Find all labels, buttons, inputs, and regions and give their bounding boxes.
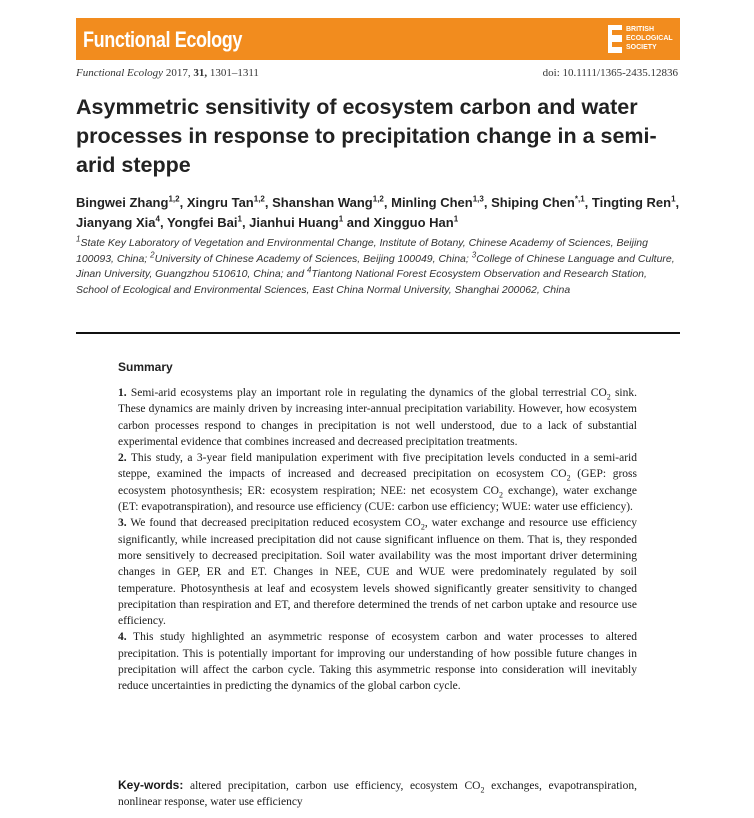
article-title: Asymmetric sensitivity of ecosystem carbon and water processes in response to precipitation change in a semi-arid steppe [76, 95, 657, 177]
citation-pages: 1301–1311 [209, 67, 259, 79]
author-name[interactable]: Bingwei Zhang [76, 195, 169, 210]
point-number: 4. [118, 631, 127, 644]
journal-header-band [76, 18, 680, 60]
point-text: Semi-arid ecosystems play an important role in regulating the dynamics of the global terrestrial CO [126, 387, 607, 399]
bes-logo-line: BRITISH [626, 26, 654, 33]
author-separator: , [159, 215, 167, 230]
author-separator: , [264, 195, 273, 210]
author-name[interactable]: Jianyang Xia [76, 215, 156, 230]
author-name[interactable]: Shanshan Wang [272, 195, 373, 210]
section-divider [76, 332, 680, 334]
point-text: , water exchange and resource use efficiency significantly, while increased precipitation did not cause significant influence on them. That is, they responded more sensitively to decreased precipitation. Soil water availability was the most important driver determining changes in GEP, ER and ET. Changes in NEE, CUE and WUE were predominately regulated by soil temperature. Photosynthesis at leaf and ecosystem levels showed significantly greater sensitivity to changed precipitation than respiration and ET, and therefore determined the trends of net carbon uptake and resource use efficiency. [118, 517, 637, 628]
author-separator: , [483, 195, 492, 210]
subscript: 2 [480, 785, 485, 795]
summary-point-2 [118, 450, 637, 515]
keywords [118, 777, 637, 811]
affiliation-text: College of Chinese Language and Culture, Jinan University, Guangzhou 510610, China; and [76, 252, 675, 280]
citation-volume: 31, [193, 67, 208, 79]
summary-point-3 [118, 515, 637, 629]
author-separator: and [343, 215, 374, 230]
point-text: exchange), water exchange (ET: evapotranspiration), and resource use efficiency (CUE: carbon use efficiency; WUE: water use efficiency). [118, 484, 638, 514]
bes-logo-text [626, 25, 673, 52]
author-affiliation-marker: *,1 [574, 194, 585, 204]
point-number: 2. [118, 452, 127, 465]
affiliation-text: University of Chinese Academy of Sciences, Beijing 100049, China; [154, 252, 472, 265]
author-name[interactable]: Shiping Chen [491, 195, 575, 210]
author-affiliation-marker: 4 [155, 214, 160, 224]
author-separator: , [675, 195, 680, 210]
author-affiliation-marker: 1 [453, 214, 459, 224]
author-separator: , [383, 195, 392, 210]
author-name[interactable]: Yongfei Bai [166, 215, 238, 230]
point-text: We found that decreased precipitation reduced ecosystem CO [126, 517, 421, 530]
author-name[interactable]: Xingru Tan [186, 195, 254, 210]
author-name[interactable]: Jianhui Huang [249, 215, 339, 230]
point-number: 3. [118, 517, 127, 530]
author-separator: , [584, 195, 592, 210]
author-separator: , [179, 195, 187, 210]
affiliations [76, 236, 680, 298]
keywords-text: altered precipitation, carbon use efficiency, ecosystem CO [183, 780, 481, 792]
affiliation-marker: 2 [150, 250, 155, 259]
author-name[interactable]: Minling Chen [391, 195, 473, 210]
author-name[interactable]: Xingguo Han [373, 215, 454, 230]
author-affiliation-marker: 1,2 [253, 194, 265, 204]
summary-point-1 [118, 385, 637, 450]
point-text: (GEP: gross ecosystem photosynthesis; ER: ecosystem respiration; NEE: net ecosystem CO [118, 468, 638, 497]
british-ecological-society-logo [608, 23, 673, 55]
journal-name: Functional Ecology [83, 27, 243, 52]
keywords-text: exchanges, evapotranspiration, nonlinear response, water use efficiency [118, 780, 637, 809]
subscript: 2 [606, 392, 611, 402]
subscript: 2 [566, 473, 571, 483]
bes-logo-line: ECOLOGICAL [626, 35, 673, 42]
summary-heading: Summary [118, 360, 173, 374]
citation-line [76, 67, 259, 79]
author-name[interactable]: Tingting Ren [591, 195, 672, 210]
bes-logo-icon [608, 25, 622, 53]
author-affiliation-marker: 1,2 [168, 194, 180, 204]
point-text: This study highlighted an asymmetric response of ecosystem carbon and water processes to altered precipitation. This is potentially important for improving our understanding of how possible future changes in precipitation will affect the carbon cycle. Taking this asymmetric response into consideration will inevitably reduce uncertainties in predicting the dynamics of the global carbon cycle. [118, 631, 637, 693]
affiliation-marker: 1 [76, 234, 81, 244]
citation-journal: Functional Ecology [76, 67, 164, 79]
author-list [76, 193, 680, 233]
author-separator: , [241, 215, 250, 230]
subscript: 2 [420, 522, 425, 532]
subscript: 2 [498, 490, 503, 500]
summary-point-4 [118, 629, 637, 694]
author-affiliation-marker: 1 [671, 194, 676, 204]
point-text: This study, a 3-year field manipulation experiment with five precipitation levels conducted in a semi-arid steppe, examined the impacts of increased and decreased precipitation on ecosystem CO [118, 452, 637, 481]
author-affiliation-marker: 1 [338, 214, 344, 224]
author-affiliation-marker: 1,3 [472, 194, 484, 204]
affiliation-text: Tiantong National Forest Ecosystem Observation and Research Station, School of Ecological and Environmental Sciences, East China Normal University, Shanghai 200062, China [76, 268, 647, 296]
summary-body [118, 385, 637, 695]
doi-link[interactable]: doi: 10.1111/1365-2435.12836 [542, 67, 678, 79]
citation-year: 2017, [165, 67, 191, 79]
affiliation-marker: 4 [306, 265, 312, 275]
bes-logo-line: SOCIETY [626, 44, 657, 51]
author-affiliation-marker: 1 [237, 214, 242, 224]
affiliation-marker: 3 [471, 250, 477, 259]
keywords-label: Key-words: [118, 778, 184, 792]
affiliation-text: State Key Laboratory of Vegetation and Environmental Change, Institute of Botany, Chinese Academy of Sciences, Beijing 100093, China; [76, 237, 648, 265]
author-affiliation-marker: 1,2 [372, 194, 384, 204]
point-text: sink. These dynamics are mainly driven by increasing inter-annual precipitation variability. However, how ecosystem carbon processes respond to changes in precipitation is not well understood, due to a lack of substantial experimental evidence that combines increased and decreased precipitation treatments. [118, 387, 637, 448]
point-number: 1. [118, 387, 127, 399]
